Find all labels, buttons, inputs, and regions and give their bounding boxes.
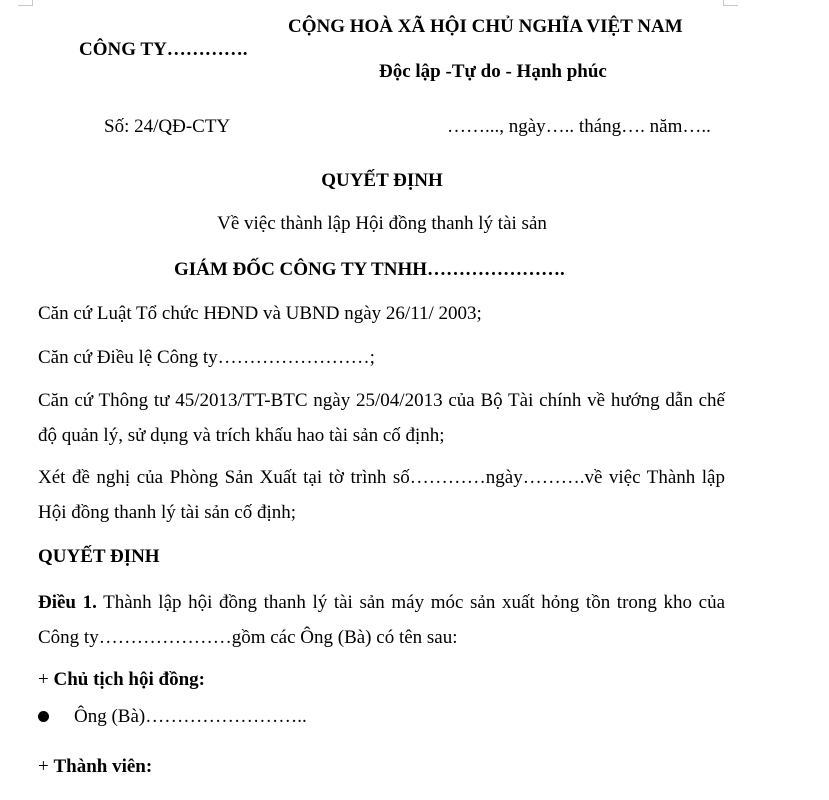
chairman-heading: [38, 669, 205, 692]
chairman-label: Chủ tịch hội đồng:: [53, 669, 205, 690]
bullet-icon: [38, 711, 49, 722]
basis-proposal: Xét đề nghị của Phòng Sản Xuất tại tờ trình số…………ngày……….về việc Thành lập Hội đồng thanh lý tài sản cố định;: [38, 467, 725, 523]
members-heading: [38, 756, 152, 779]
chairman-name-line: Ông (Bà)……………………..: [74, 706, 307, 727]
page-corner-mark-left: [18, 0, 33, 6]
page-corner-mark-right: [723, 0, 738, 6]
decision-heading: QUYẾT ĐỊNH: [38, 546, 160, 567]
members-label: Thành viên:: [53, 756, 153, 777]
article-1-text: Thành lập hội đồng thanh lý tài sản máy móc sản xuất hỏng tồn trong kho của Công ty…………………gồm các Ông (Bà) có tên sau:: [38, 592, 726, 648]
nation-title: CỘNG HOÀ XÃ HỘI CHỦ NGHĨA VIỆT NAM: [288, 16, 683, 37]
issuer-title: GIÁM ĐỐC CÔNG TY TNHH………………….: [174, 259, 565, 280]
national-motto: Độc lập -Tự do - Hạnh phúc: [379, 61, 607, 82]
basis-circular: Căn cứ Thông tư 45/2013/TT-BTC ngày 25/04/2013 của Bộ Tài chính về hướng dẫn chế độ quản lý, sử dụng và trích khấu hao tài sản cố định;: [38, 390, 725, 446]
document-subject: Về việc thành lập Hội đồng thanh lý tài sản: [217, 213, 547, 234]
decision-number: Số: 24/QĐ-CTY: [104, 116, 231, 137]
document-title: QUYẾT ĐỊNH: [321, 170, 443, 191]
chairman-prefix: +: [38, 669, 54, 690]
article-1-label: Điều 1.: [38, 592, 97, 613]
basis-law: Căn cứ Luật Tổ chức HĐND và UBND ngày 26/11/ 2003;: [38, 303, 482, 324]
members-prefix: +: [38, 756, 54, 777]
date-line: ……..., ngày….. tháng…. năm…..: [447, 116, 711, 137]
basis-charter: Căn cứ Điều lệ Công ty……………………;: [38, 347, 375, 368]
company-name: CÔNG TY………….: [79, 39, 248, 60]
article-1: [38, 585, 725, 655]
